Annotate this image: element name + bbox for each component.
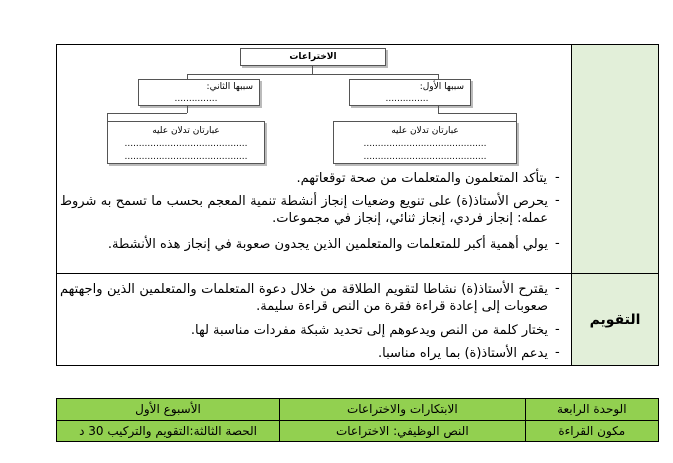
table-row bbox=[57, 399, 659, 421]
list-item: يتأكد المتعلمون والمتعلمات من صحة توقعاتهم. bbox=[296, 171, 547, 186]
table-row bbox=[57, 420, 659, 442]
info-table bbox=[56, 398, 659, 442]
phrases-box-right bbox=[333, 121, 517, 164]
cause-one-dots: ............... bbox=[385, 94, 429, 104]
bullet-dash: - bbox=[555, 345, 560, 360]
list-item: يولي أهمية أكبر للمتعلمات والمتعلمين الذين يجدون صعوبة في إنجاز هذه الأنشطة. bbox=[107, 237, 548, 252]
bullet-dash: - bbox=[555, 170, 560, 185]
cause-one-box bbox=[349, 79, 471, 106]
phrases-dots: ........................................... bbox=[363, 139, 487, 149]
bullet-dash: - bbox=[555, 193, 560, 208]
session-cell: الحصة الثالثة:التقويم والتركيب 30 د bbox=[57, 420, 280, 442]
connector bbox=[187, 74, 438, 75]
cause-two-label: سببها الثاني: bbox=[206, 82, 253, 92]
component-cell: مكون القراءة bbox=[525, 420, 658, 442]
phrases-label: عبارتان تدلان عليه bbox=[391, 126, 459, 136]
cause-two-box bbox=[138, 79, 260, 106]
connector bbox=[438, 106, 439, 113]
cause-two-dots: ............... bbox=[174, 94, 218, 104]
connector bbox=[516, 113, 517, 121]
bullet-dash: - bbox=[555, 322, 560, 337]
diagram-root-text: الاختراعات bbox=[289, 52, 337, 62]
connector bbox=[187, 106, 188, 113]
row-divider bbox=[56, 273, 659, 274]
unit-cell: الوحدة الرابعة bbox=[525, 399, 658, 421]
evaluation-label: التقويم bbox=[589, 311, 641, 328]
week-cell: الأسبوع الأول bbox=[57, 399, 280, 421]
phrases-box-left bbox=[107, 121, 265, 164]
list-item: يحرص الأستاذ(ة) على تنويع وضعيات إنجاز أنشطة تنمية المعجم بحسب ما تسمح به شروط عمله: إنجاز فردي، إنجاز ثنائي، إنجاز في مجموعات. bbox=[60, 194, 548, 226]
bullet-dash: - bbox=[555, 236, 560, 251]
cause-one-label: سببها الأول: bbox=[419, 82, 464, 92]
diagram-root-box bbox=[240, 48, 386, 66]
phrases-dots: ........................................... bbox=[124, 152, 248, 162]
phrases-label: عبارتان تدلان عليه bbox=[152, 126, 220, 136]
connector bbox=[107, 113, 108, 121]
list-item: يختار كلمة من النص ويدعوهم إلى تحديد شبكة مفردات مناسبة لها. bbox=[190, 323, 548, 338]
text-cell: النص الوظيفي: الاختراعات bbox=[280, 420, 526, 442]
theme-cell: الابتكارات والاختراعات bbox=[280, 399, 526, 421]
bullet-dash: - bbox=[555, 281, 560, 296]
list-item: يدعم الأستاذ(ة) بما يراه مناسبا. bbox=[378, 346, 548, 361]
phrases-dots: ........................................... bbox=[363, 152, 487, 162]
list-item: يقترح الأستاذ(ة) نشاطا لتقويم الطلاقة من خلال دعوة المتعلمات والمتعلمين الذين واجهتهم صعوبات إلى إعادة قراءة فقرة من النص قراءة سليمة. bbox=[60, 282, 548, 314]
connector bbox=[438, 113, 517, 114]
phrases-dots: ........................................... bbox=[124, 139, 248, 149]
connector bbox=[107, 113, 187, 114]
